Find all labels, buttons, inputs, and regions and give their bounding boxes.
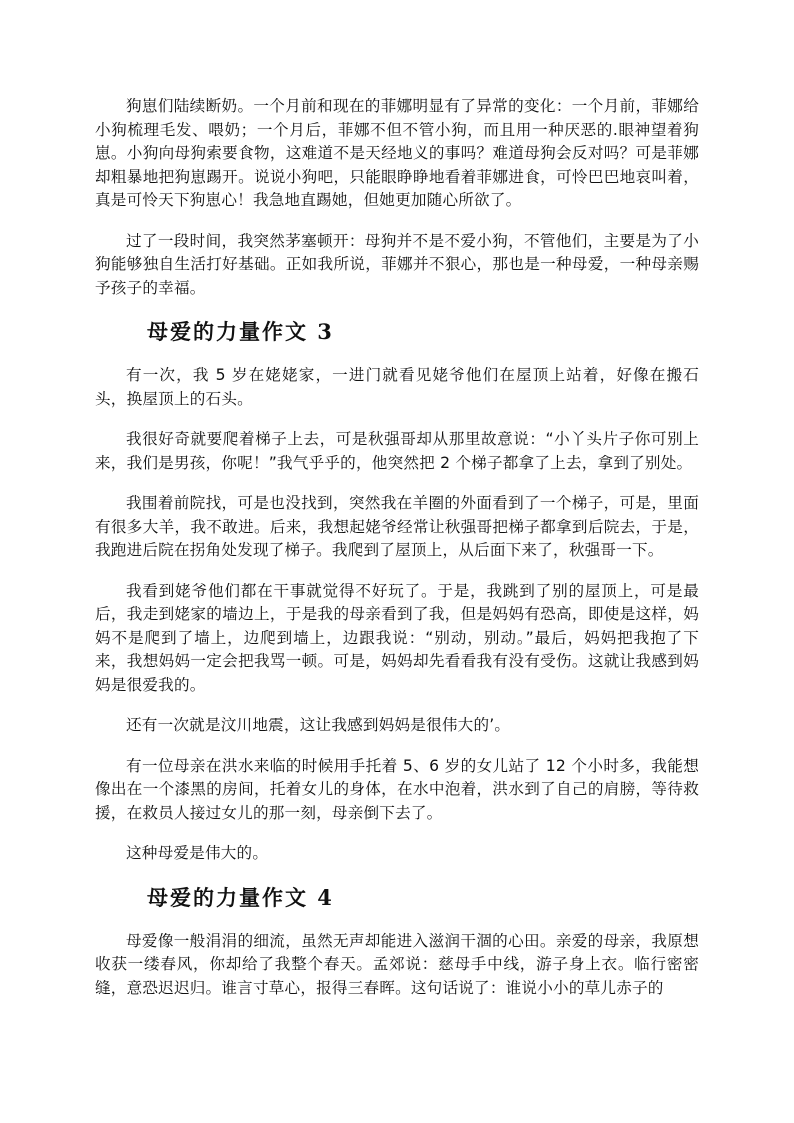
paragraph: 我很好奇就要爬着梯子上去，可是秋强哥却从那里故意说：“小丫头片子你可别上来，我们是男孩，你呢！”我气乎乎的，他突然把 2 个梯子都拿了上去，拿到了别处。	[95, 430, 699, 472]
section-heading: 母爱的力量作文 3	[147, 319, 334, 344]
paragraph: 有一次，我 5 岁在姥姥家，一进门就看见姥爷他们在屋顶上站着，好像在搬石头，换屋顶上的石头。	[95, 366, 699, 408]
paragraph: 我围着前院找，可是也没找到，突然我在羊圈的外面看到了一个梯子，可是，里面有很多大羊，我不敢进。后来，我想起姥爷经常让秋强哥把梯子都拿到后院去，于是，我跑进后院在拐角处发现了梯子。我爬到了屋顶上，从后面下来了，秋强哥一下。	[95, 494, 699, 559]
section-heading: 母爱的力量作文 4	[147, 884, 334, 910]
paragraph: 过了一段时间，我突然茅塞顿开：母狗并不是不爱小狗，不管他们，主要是为了小狗能够独自生活打好基础。正如我所说，菲娜并不狠心，那也是一种母爱，一种母亲赐予孩子的幸福。	[95, 231, 699, 297]
paragraph: 还有一次就是汶川地震，这让我感到妈妈是很伟大的’。	[126, 716, 511, 734]
paragraph: 狗崽们陆续断奶。一个月前和现在的菲娜明显有了异常的变化：一个月前，菲娜给小狗梳理毛发、喂奶；一个月后，菲娜不但不管小狗，而且用一种厌恶的.眼神望着狗崽。小狗向母狗索要食物，这难道不是天经地义的事吗？难道母狗会反对吗？可是菲娜却粗暴地把狗崽踢开。说说小狗吧，只能眼睁睁地看着菲娜进食，可怜巴巴地哀叫着，真是可怜天下狗崽心！我急地直踢她，但她更加随心所欲了。	[95, 97, 699, 209]
paragraph: 母爱像一般涓涓的细流，虽然无声却能进入滋润干涸的心田。亲爱的母亲，我原想收获一缕春风，你却给了我整个春天。孟郊说：慈母手中线，游子身上衣。临行密密缝，意恐迟迟归。谁言寸草心，报得三春晖。这句话说了：谁说小小的草儿赤子的	[95, 931, 699, 997]
paragraph: 有一位母亲在洪水来临的时候用手托着 5、6 岁的女儿站了 12 个小时多，我能想像出在一个漆黑的房间，托着女儿的身体，在水中泡着，洪水到了自己的肩膀，等待救援，在救员人接过女儿的那一刻，母亲倒下去了。	[95, 756, 699, 822]
paragraph: 我看到姥爷他们都在干事就觉得不好玩了。于是，我跳到了别的屋顶上，可是最后，我走到姥家的墙边上，于是我的母亲看到了我，但是妈妈有恐高，即使是这样，妈妈不是爬到了墙上，边爬到墙上，边跟我说：“别动，别动。”最后，妈妈把我抱了下来，我想妈妈一定会把我骂一顿。可是，妈妈却先看看我有没有受伤。这就让我感到妈妈是很爱我的。	[95, 581, 699, 694]
paragraph: 这种母爱是伟大的。	[126, 844, 269, 862]
document-body	[95, 95, 699, 1017]
